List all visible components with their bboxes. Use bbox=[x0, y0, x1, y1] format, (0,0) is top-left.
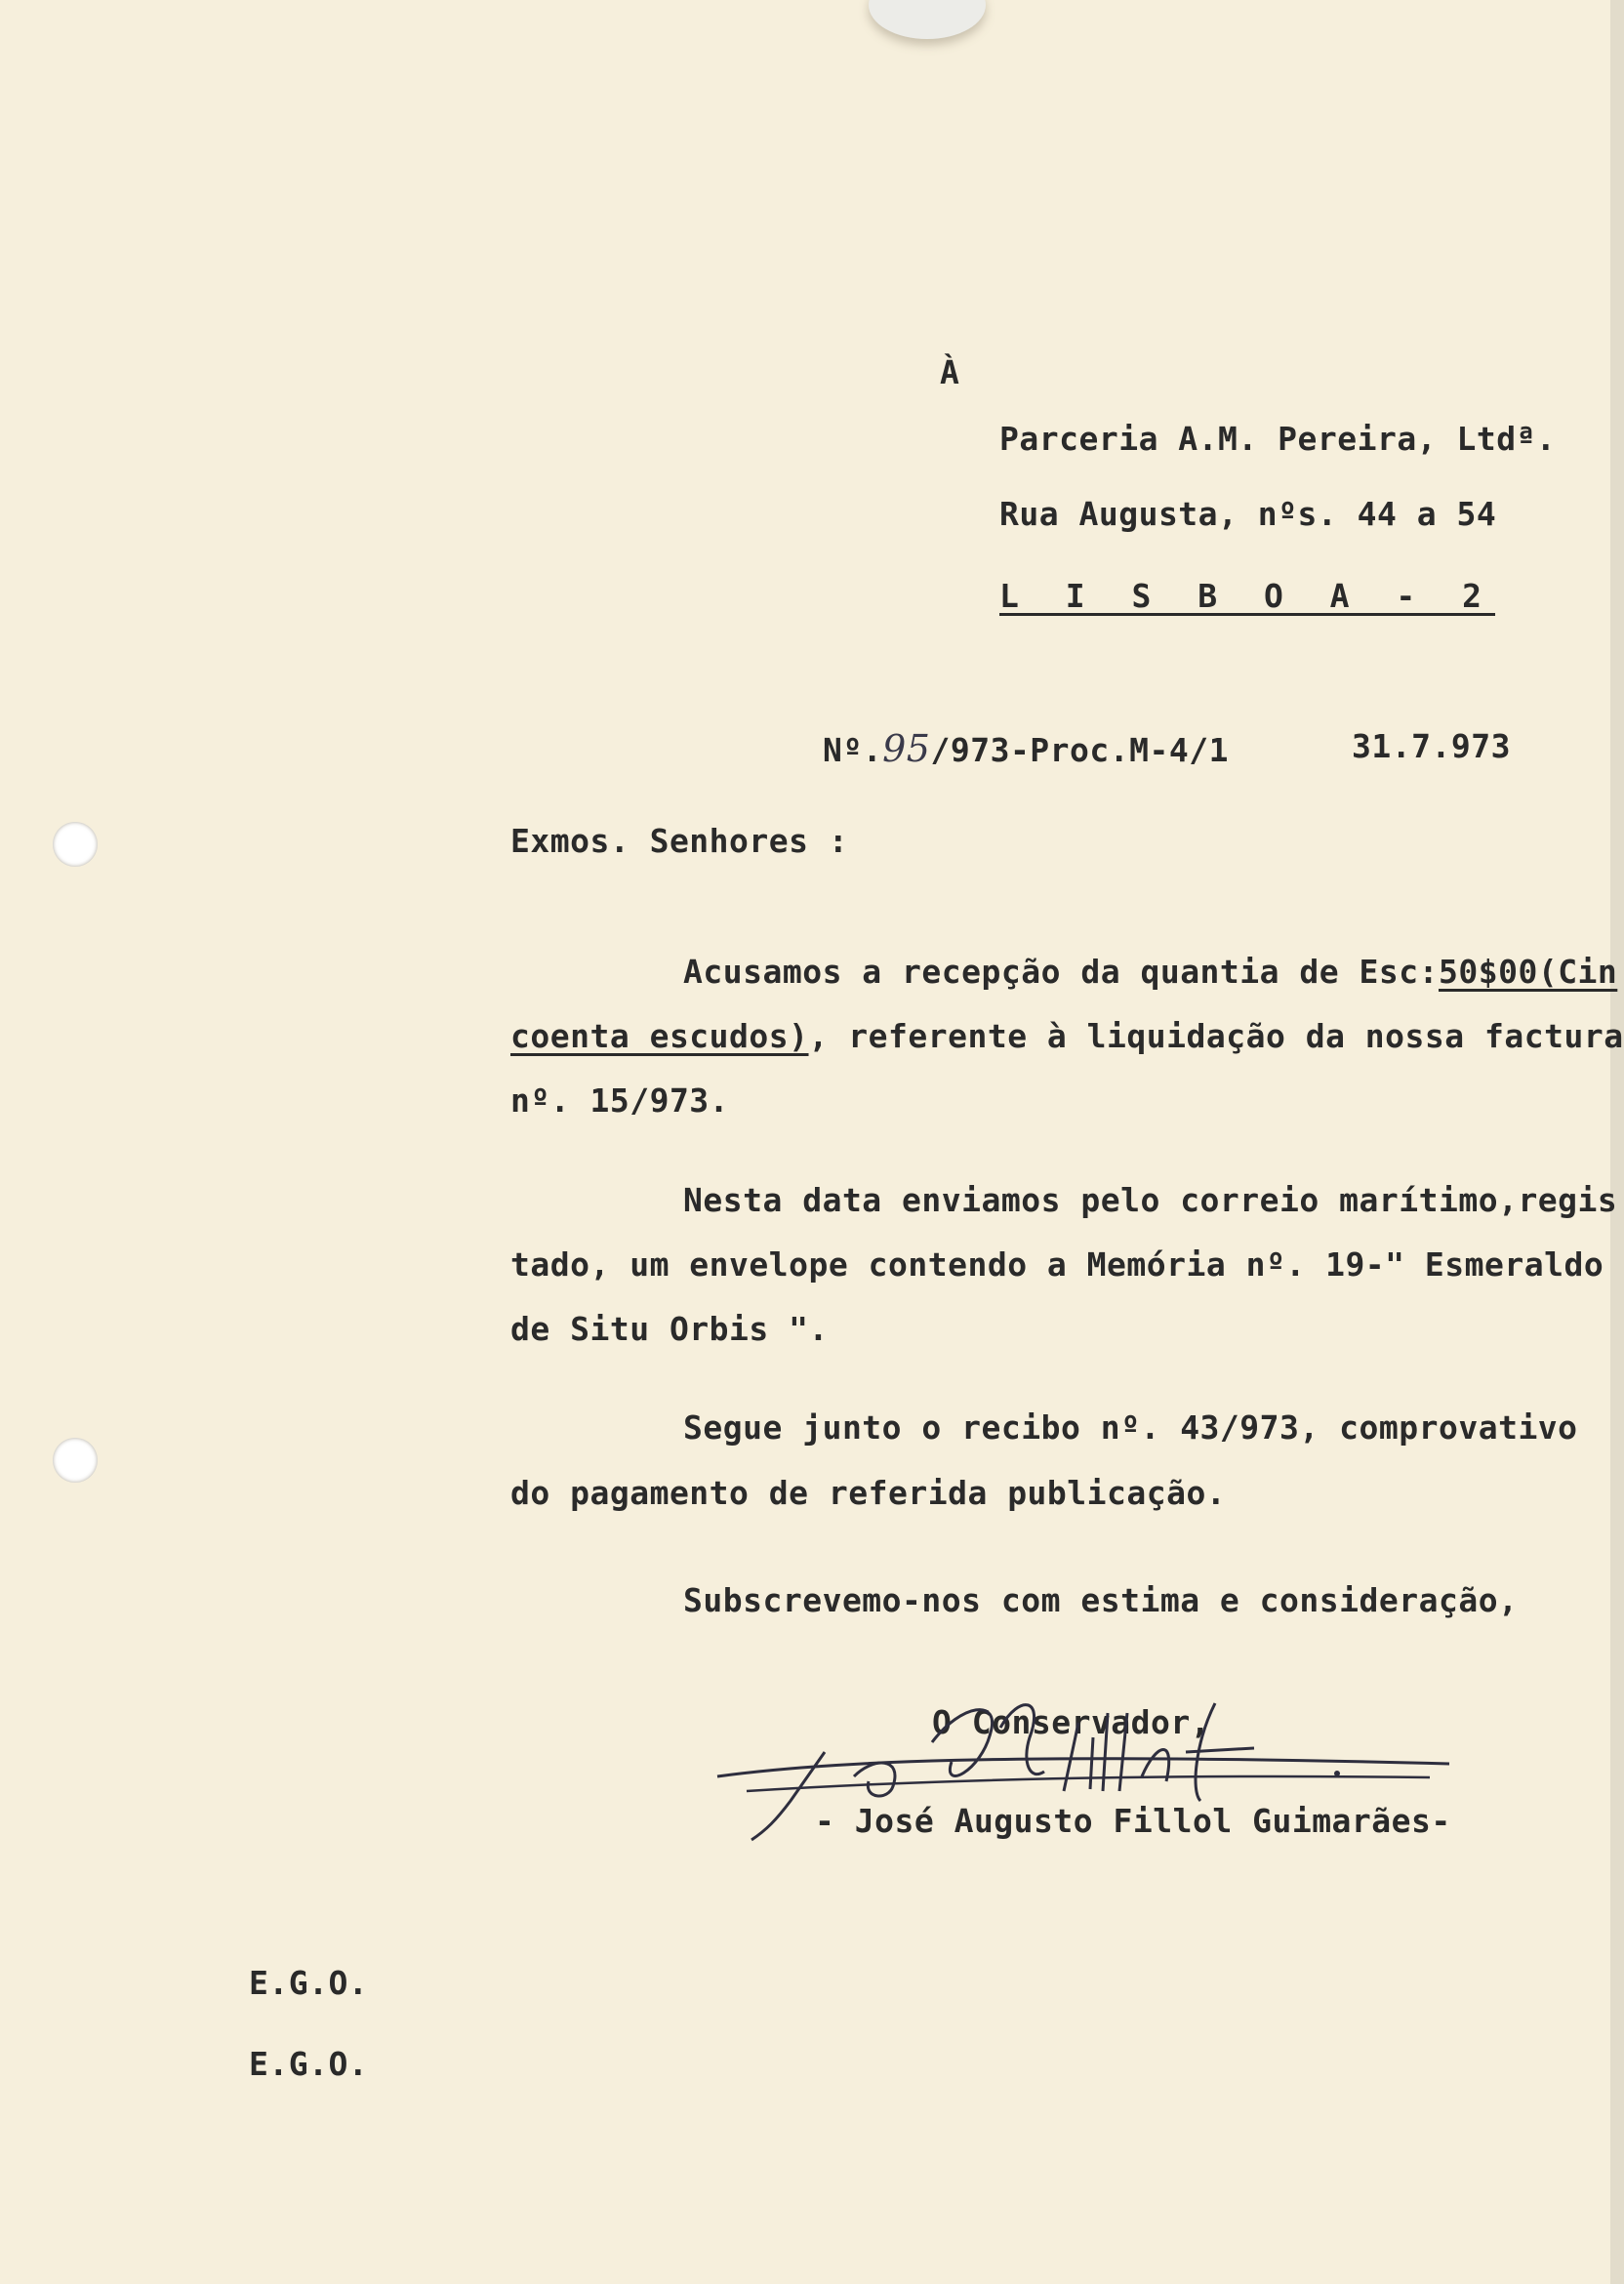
reference-number bbox=[823, 727, 1229, 770]
recipient-prefix: À bbox=[940, 353, 960, 391]
punch-hole-top bbox=[53, 822, 98, 867]
recipient-street: Rua Augusta, nºs. 44 a 54 bbox=[999, 495, 1497, 533]
paragraph-1-text-cont: , referente à liquidação da nossa factura bbox=[808, 1017, 1624, 1055]
punch-hole-bottom bbox=[53, 1438, 98, 1483]
closing: Subscrevemo-nos com estima e consideração, bbox=[683, 1581, 1519, 1619]
paper-edge bbox=[1610, 0, 1624, 2284]
reference-number-handwritten: 95 bbox=[882, 727, 931, 770]
reference-number-prefix: Nº. bbox=[823, 731, 883, 769]
paragraph-3-line-2: do pagamento de referida publicação. bbox=[510, 1474, 1227, 1512]
signatory-name: - José Augusto Fillol Guimarães- bbox=[815, 1802, 1451, 1840]
paragraph-1-line-2 bbox=[510, 1017, 1624, 1055]
reference-number-suffix: /973-Proc.M-4/1 bbox=[930, 731, 1229, 769]
amount-underlined: 50$00(Cin bbox=[1438, 953, 1618, 991]
amount-words-underlined: coenta escudos) bbox=[510, 1017, 809, 1055]
recipient-name: Parceria A.M. Pereira, Ltdª. bbox=[999, 420, 1557, 458]
salutation: Exmos. Senhores : bbox=[510, 822, 849, 860]
paragraph-3-line-1: Segue junto o recibo nº. 43/973, comprovativo bbox=[683, 1408, 1578, 1447]
initials-2: E.G.O. bbox=[249, 2045, 369, 2083]
recipient-city: L I S B O A - 2 bbox=[999, 577, 1496, 615]
initials-1: E.G.O. bbox=[249, 1964, 369, 2002]
paragraph-1-line-3: nº. 15/973. bbox=[510, 1081, 730, 1120]
signatory-title: O Conservador, bbox=[932, 1703, 1211, 1741]
paragraph-1-line-1 bbox=[683, 953, 1617, 991]
paragraph-2-line-3: de Situ Orbis ". bbox=[510, 1310, 829, 1348]
paragraph-2-line-1: Nesta data enviamos pelo correio marítimo,regis bbox=[683, 1181, 1618, 1219]
paper-tear bbox=[869, 0, 986, 39]
paragraph-1-text: Acusamos a recepção da quantia de Esc: bbox=[683, 953, 1439, 991]
paragraph-2-line-2: tado, um envelope contendo a Memória nº. 19-" Esmeraldo bbox=[510, 1245, 1604, 1284]
letter-date: 31.7.973 bbox=[1352, 727, 1511, 765]
